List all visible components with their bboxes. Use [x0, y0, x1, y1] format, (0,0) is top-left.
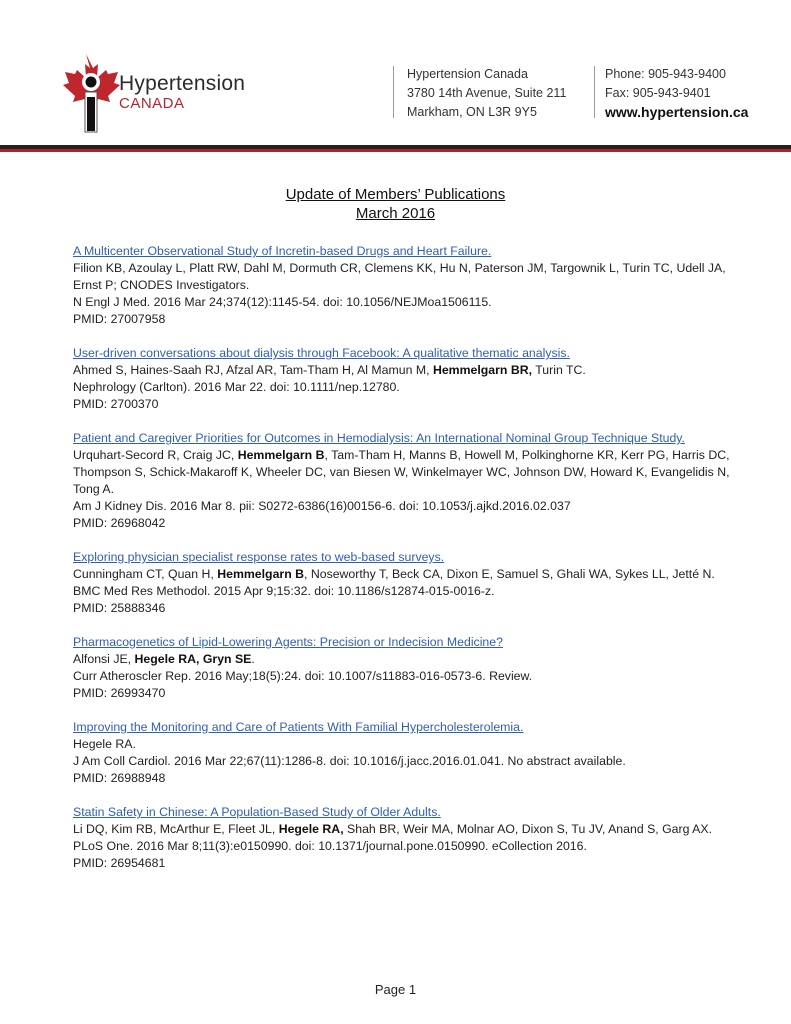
publication-authors [73, 821, 733, 838]
publication-citation: Am J Kidney Dis. 2016 Mar 8. pii: S0272-6386(16)00156-6. doi: 10.1053/j.ajkd.2016.02.037 [73, 499, 571, 513]
document-subtitle: March 2016 [355, 205, 436, 222]
publication-authors [73, 651, 733, 668]
publication-item [73, 804, 733, 872]
publication-item [73, 345, 733, 413]
publication-pmid: PMID: 26993470 [73, 686, 166, 700]
publication-title-link[interactable]: User-driven conversations about dialysis through Facebook: A qualitative thematic analysis. [73, 346, 570, 360]
publication-pmid: PMID: 2700370 [73, 397, 159, 411]
fax: Fax: 905-943-9401 [605, 86, 711, 100]
website-link[interactable]: www.hypertension.ca [605, 104, 749, 120]
publication-pmid: PMID: 26968042 [73, 516, 166, 530]
authors-text: Ahmed S, Haines-Saah RJ, Afzal AR, Tam-Tham H, Al Mamun M, [73, 363, 433, 377]
publication-pmid: PMID: 26954681 [73, 856, 166, 870]
logo-title: Hypertension [119, 72, 246, 95]
authors-text: . [251, 652, 255, 666]
authors-text: Li DQ, Kim RB, McArthur E, Fleet JL, [73, 822, 279, 836]
page-number: Page 1 [374, 982, 417, 997]
publication-item [73, 634, 733, 702]
contact-block [605, 65, 748, 122]
logo-subtitle: CANADA [119, 95, 185, 112]
publication-pmid: PMID: 26988948 [73, 771, 166, 785]
publication-citation: J Am Coll Cardiol. 2016 Mar 22;67(11):1286-8. doi: 10.1016/j.jacc.2016.01.041. No abstract available. [73, 754, 626, 768]
publication-title-link[interactable]: A Multicenter Observational Study of Incretin-based Drugs and Heart Failure. [73, 244, 492, 258]
publication-title-link[interactable]: Patient and Caregiver Priorities for Outcomes in Hemodialysis: An International Nominal Group Technique Study. [73, 431, 685, 445]
publication-authors [73, 736, 733, 753]
publication-item [73, 719, 733, 787]
authors-text: Urquhart-Secord R, Craig JC, [73, 448, 238, 462]
publication-citation: PLoS One. 2016 Mar 8;11(3):e0150990. doi: 10.1371/journal.pone.0150990. eCollection 2016. [73, 839, 587, 853]
publication-authors [73, 260, 733, 294]
divider [594, 66, 595, 118]
publication-citation: Curr Atheroscler Rep. 2016 May;18(5):24. doi: 10.1007/s11883-016-0573-6. Review. [73, 669, 533, 683]
phone: Phone: 905-943-9400 [605, 67, 726, 81]
member-authors: Hemmelgarn BR, [432, 363, 533, 377]
member-authors: Hemmelgarn B [217, 567, 305, 581]
authors-text: , Tam-Tham H, Manns B, Howell M, Polkinghorne KR, Kerr PG, Harris DC, Thompson S, Schick-Makaroff K, Wheeler DC, van Biesen W, Winkelmayer WC, Johnson DW, Howard K, Evangelidis N, Tong A. [73, 448, 730, 496]
publication-authors [73, 447, 733, 498]
address-line: Markham, ON L3R 9Y5 [407, 105, 537, 119]
publication-citation: Nephrology (Carlton). 2016 Mar 22. doi: 10.1111/nep.12780. [73, 380, 400, 394]
document-title: Update of Members’ Publications [285, 186, 506, 203]
publication-authors [73, 362, 733, 379]
letterhead [0, 0, 791, 150]
publication-citation: BMC Med Res Methodol. 2015 Apr 9;15:32. doi: 10.1186/s12874-015-0016-z. [73, 584, 495, 598]
authors-text: Filion KB, Azoulay L, Platt RW, Dahl M, Dormuth CR, Clemens KK, Hu N, Paterson JM, Targownik L, Turin TC, Udell JA, Ernst P; CNODES Investigators. [73, 261, 726, 292]
publication-title-link[interactable]: Exploring physician specialist response rates to web-based surveys. [73, 550, 445, 564]
member-authors: Hemmelgarn B [237, 448, 325, 462]
publication-title-link[interactable]: Improving the Monitoring and Care of Patients With Familial Hypercholesterolemia. [73, 720, 524, 734]
address-line: 3780 14th Avenue, Suite 211 [407, 86, 567, 100]
publication-authors [73, 566, 733, 583]
header-rule-red [0, 149, 791, 152]
authors-text: Cunningham CT, Quan H, [73, 567, 218, 581]
publication-citation: N Engl J Med. 2016 Mar 24;374(12):1145-54. doi: 10.1056/NEJMoa1506115. [73, 295, 492, 309]
publication-title-link[interactable]: Pharmacogenetics of Lipid-Lowering Agents: Precision or Indecision Medicine? [73, 635, 503, 649]
publication-title-link[interactable]: Statin Safety in Chinese: A Population-Based Study of Older Adults. [73, 805, 441, 819]
authors-text: Alfonsi JE, [73, 652, 135, 666]
authors-text: , Noseworthy T, Beck CA, Dixon E, Samuel S, Ghali WA, Sykes LL, Jetté N. [304, 567, 715, 581]
address-line: Hypertension Canada [407, 67, 528, 81]
publication-pmid: PMID: 27007958 [73, 312, 166, 326]
authors-text: Hegele RA. [73, 737, 136, 751]
address-block [407, 65, 566, 122]
publication-item [73, 549, 733, 617]
publication-pmid: PMID: 25888346 [73, 601, 166, 615]
authors-text: Shah BR, Weir MA, Molnar AO, Dixon S, Tu JV, Anand S, Garg AX. [343, 822, 713, 836]
publication-list [73, 243, 733, 889]
member-authors: Hegele RA, Gryn SE [134, 652, 252, 666]
publication-item [73, 243, 733, 328]
publication-item [73, 430, 733, 532]
divider [393, 66, 394, 118]
authors-text: Turin TC. [532, 363, 586, 377]
member-authors: Hegele RA, [278, 822, 344, 836]
